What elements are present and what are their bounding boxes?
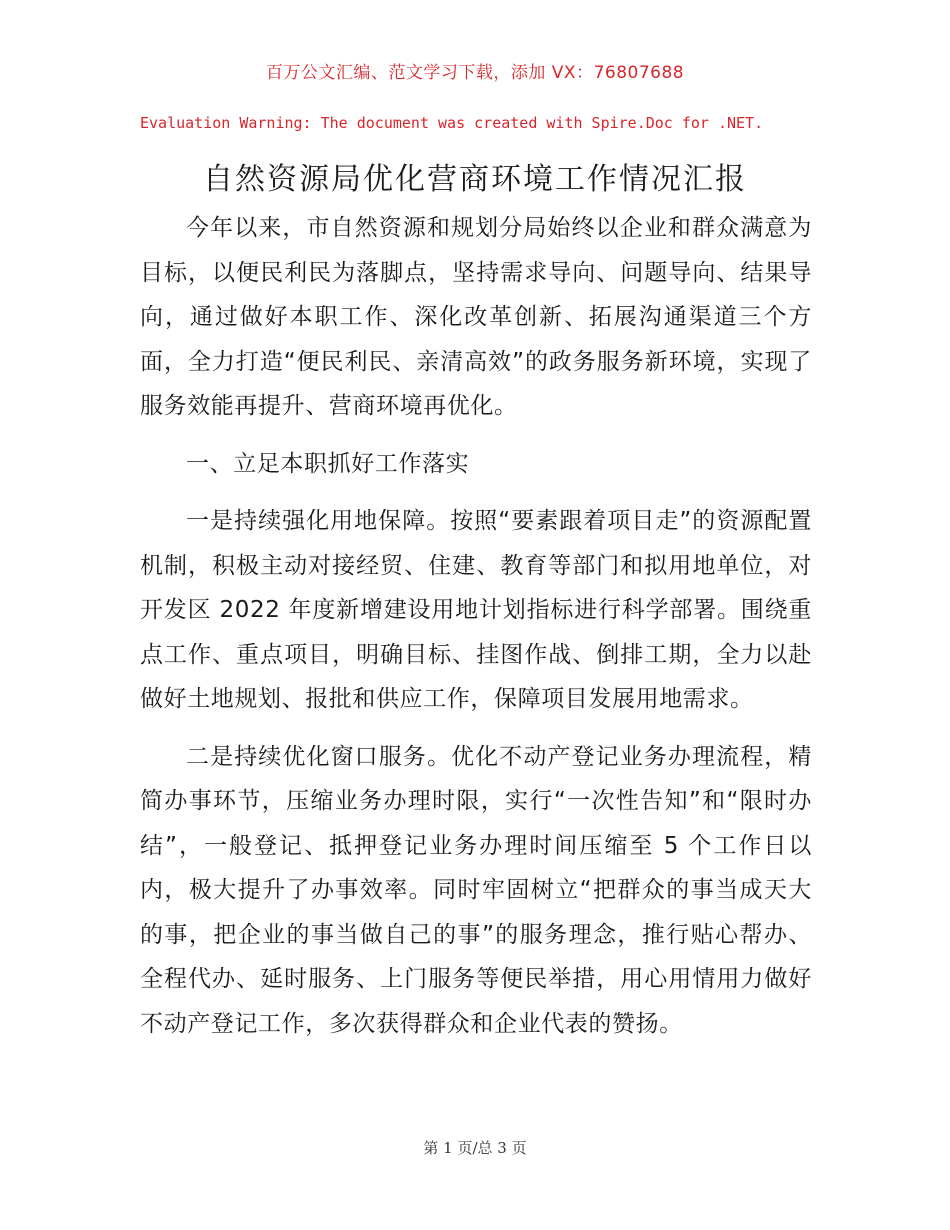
paragraph-intro: 今年以来，市自然资源和规划分局始终以企业和群众满意为目标，以便民利民为落脚点，坚持需求导向、问题导向、结果导向，通过做好本职工作、深化改革创新、拓展沟通渠道三个方面，全力打造“便民利民、亲清高效”的政务服务新环境，实现了服务效能再提升、营商环境再优化。: [140, 215, 812, 419]
page-number-footer: 第 1 页/总 3 页: [423, 1139, 527, 1157]
header-promo-text: 百万公文汇编、范文学习下载，添加 VX：76807688: [265, 63, 685, 83]
document-title: 自然资源局优化营商环境工作情况汇报: [203, 162, 747, 197]
document-body: [140, 206, 812, 1059]
paragraph-land-guarantee: 一是持续强化用地保障。按照“要素跟着项目走”的资源配置机制，积极主动对接经贸、住建、教育等部门和拟用地单位，对开发区 2022 年度新增建设用地计划指标进行科学部署。围绕重点工作、重点项目，明确目标、挂图作战、倒排工期，全力以赴做好土地规划、报批和供应工作，保障项目发展用地需求。: [140, 508, 812, 712]
paragraph-window-service: 二是持续优化窗口服务。优化不动产登记业务办理流程，精简办事环节，压缩业务办理时限，实行“一次性告知”和“限时办结”，一般登记、抵押登记业务办理时间压缩至 5 个工作日以内，极大提升了办事效率。同时牢固树立“把群众的事当成天大的事，把企业的事当做自己的事”的服务理念，推行贴心帮办、全程代办、延时服务、上门服务等便民举措，用心用情用力做好不动产登记工作，多次获得群众和企业代表的赞扬。: [140, 743, 812, 1037]
section-heading-1: 一、立足本职抓好工作落实: [186, 450, 470, 477]
evaluation-warning: Evaluation Warning: The document was created with Spire.Doc for .NET.: [140, 114, 764, 132]
